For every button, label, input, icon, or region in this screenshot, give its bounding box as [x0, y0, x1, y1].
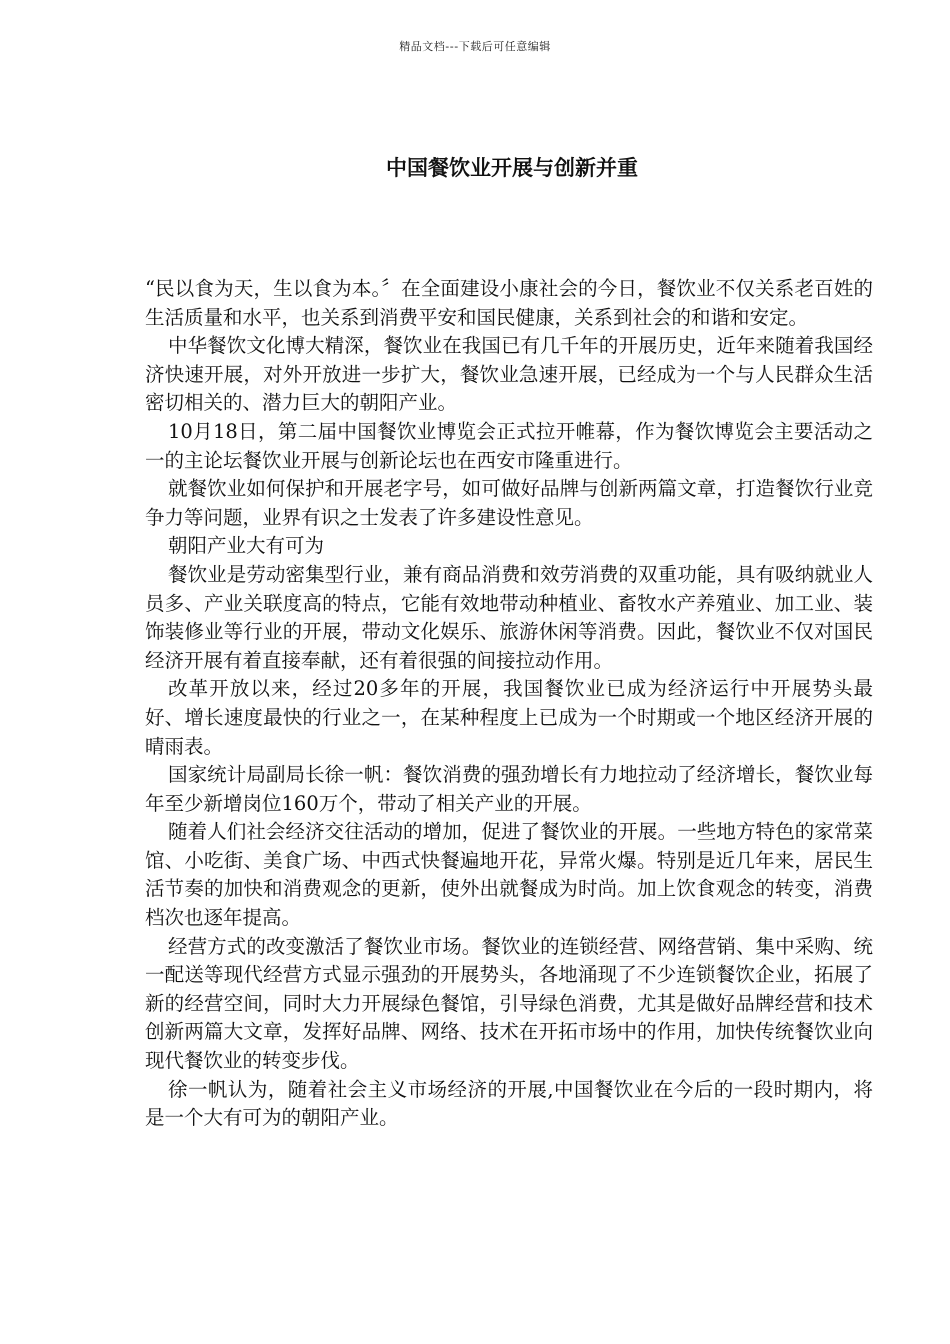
paragraph: 就餐饮业如何保护和开展老字号，如可做好品牌与创新两篇文章，打造餐饮行业竞争力等问题，业界有识之士发表了许多建设性意见。 — [145, 477, 873, 529]
document-body — [145, 275, 873, 1133]
paragraph: 随着人们社会经济交往活动的增加，促进了餐饮业的开展。一些地方特色的家常菜馆、小吃街、美食广场、中西式快餐遍地开花，异常火爆。特别是近几年来，居民生活节奏的加快和消费观念的更新，使外出就餐成为时尚。加上饮食观念的转变，消费档次也逐年提高。 — [145, 820, 873, 930]
paragraph: 经营方式的改变激活了餐饮业市场。餐饮业的连锁经营、网络营销、集中采购、统一配送等现代经营方式显示强劲的开展势头，各地涌现了不少连锁餐饮企业，拓展了新的经营空间，同时大力开展绿色餐馆，引导绿色消费，尤其是做好品牌经营和技术创新两篇大文章，发挥好品牌、网络、技术在开拓市场中的作用，加快传统餐饮业向现代餐饮业的转变步伐。 — [145, 934, 873, 1073]
paragraph: “民以食为天，生以食为本。〞在全面建设小康社会的今日，餐饮业不仅关系老百姓的生活质量和水平，也关系到消费平安和国民健康，关系到社会的和谐和安定。 — [145, 277, 873, 329]
paragraph: 改革开放以来，经过20多年的开展，我国餐饮业已成为经济运行中开展势头最好、增长速度最快的行业之一，在某种程度上已成为一个时期或一个地区经济开展的晴雨表。 — [145, 677, 873, 758]
paragraph: 餐饮业是劳动密集型行业，兼有商品消费和效劳消费的双重功能，具有吸纳就业人员多、产业关联度高的特点，它能有效地带动种植业、畜牧水产养殖业、加工业、装饰装修业等行业的开展，带动文化娱乐、旅游休闲等消费。因此，餐饮业不仅对国民经济开展有着直接奉献，还有着很强的间接拉动作用。 — [145, 562, 873, 672]
section-heading: 朝阳产业大有可为 — [168, 534, 325, 558]
paragraph: 徐一帆认为，随着社会主义市场经济的开展,中国餐饮业在今后的一段时期内，将是一个大有可为的朝阳产业。 — [145, 1077, 873, 1130]
paragraph: 10月18日，第二届中国餐饮业博览会正式拉开帷幕，作为餐饮博览会主要活动之一的主论坛餐饮业开展与创新论坛也在西安市隆重进行。 — [145, 419, 873, 472]
paragraph: 国家统计局副局长徐一帆：餐饮消费的强劲增长有力地拉动了经济增长，餐饮业每年至少新增岗位160万个，带动了相关产业的开展。 — [145, 763, 873, 815]
paragraph: 中华餐饮文化博大精深，餐饮业在我国已有几千年的开展历史，近年来随着我国经济快速开展，对外开放进一步扩大，餐饮业急速开展，已经成为一个与人民群众生活密切相关的、潜力巨大的朝阳产业。 — [145, 334, 873, 415]
document-title: 中国餐饮业开展与创新并重 — [386, 156, 638, 180]
header-note: 精品文档---下载后可任意编辑 — [399, 40, 551, 53]
